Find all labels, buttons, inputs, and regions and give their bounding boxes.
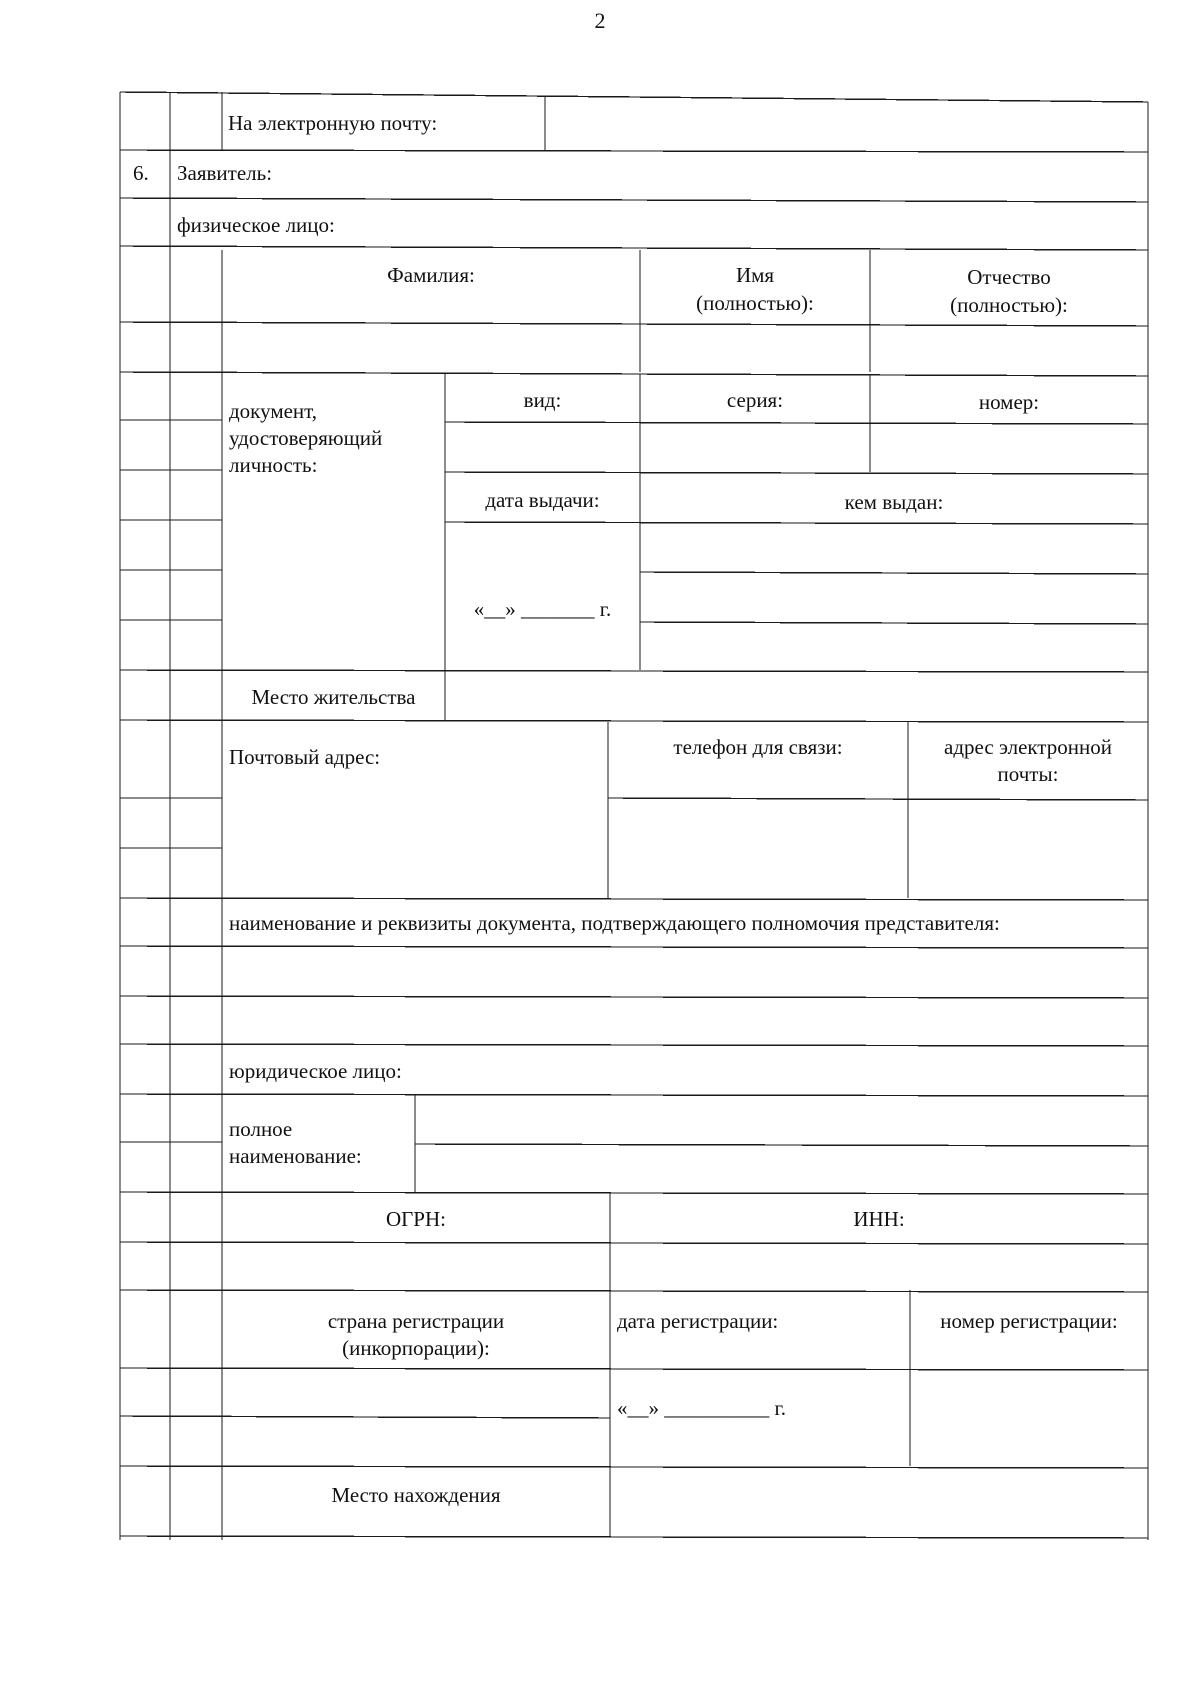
doc-type-field[interactable] <box>449 426 636 468</box>
row-line <box>120 1192 1148 1194</box>
surname-label: Фамилия: <box>387 263 475 287</box>
reg-number-label: номер регистрации: <box>940 1309 1118 1333</box>
row-line <box>120 946 1148 948</box>
full-name-label-2: наименование: <box>229 1144 362 1168</box>
row-line <box>120 1094 1148 1096</box>
phone-field[interactable] <box>612 804 904 894</box>
patronymic-label: Отчество <box>967 265 1051 289</box>
doc-number-label: номер: <box>978 390 1040 414</box>
authority-doc-field-1[interactable] <box>226 952 1144 992</box>
doc-series-label: серия: <box>726 388 784 412</box>
row-line <box>120 898 1148 900</box>
row-line <box>120 996 1148 998</box>
authority-doc-field-2[interactable] <box>226 1002 1144 1042</box>
issued-by-label: кем выдан: <box>844 490 944 514</box>
row-line-sub <box>445 522 1148 524</box>
page-number: 2 <box>594 8 606 33</box>
reg-date-field[interactable]: «__» __________ г. <box>617 1396 786 1420</box>
postal-address-label: Почтовый адрес: <box>229 745 381 769</box>
doc-series-field[interactable] <box>644 426 866 468</box>
patronymic-field[interactable] <box>874 330 1144 368</box>
email-delivery-label: На электронную почту: <box>228 111 438 135</box>
location-field[interactable] <box>614 1472 1144 1532</box>
country-label: страна регистрации <box>327 1309 505 1333</box>
row-line-sub <box>640 622 1148 624</box>
row-line <box>120 1466 1148 1468</box>
row-line-sub <box>445 422 1148 424</box>
row-line <box>120 1290 1148 1292</box>
location-label: Место нахождения <box>331 1483 501 1507</box>
row-line-sub <box>640 572 1148 574</box>
full-name-field-2[interactable] <box>420 1150 1144 1190</box>
row-line <box>120 198 1148 202</box>
ogrn-field[interactable] <box>226 1248 606 1288</box>
row-line <box>120 1368 1148 1370</box>
id-doc-label: документ, <box>229 399 318 423</box>
legal-entity-heading: юридическое лицо: <box>229 1059 402 1083</box>
row-line <box>120 1044 1148 1046</box>
row-line <box>120 670 1148 672</box>
name-label-sub: (полностью): <box>696 291 814 315</box>
name-field[interactable] <box>644 330 866 368</box>
row-line-sub <box>120 1416 610 1418</box>
row-line <box>120 372 1148 376</box>
row-line-sub <box>415 1144 1148 1146</box>
row-line-bottom <box>120 1536 1148 1538</box>
row-line-sub <box>445 472 1148 474</box>
email-label-sub: почты: <box>997 762 1059 786</box>
doc-number-field[interactable] <box>874 428 1144 470</box>
country-label-sub: (инкорпорации): <box>342 1336 490 1360</box>
authority-doc-label: наименование и реквизиты документа, подтверждающего полномочия представителя: <box>229 911 1000 935</box>
row-line <box>120 720 1148 722</box>
email-label: адрес электронной <box>944 735 1112 759</box>
reg-number-field[interactable] <box>914 1374 1144 1462</box>
row-line <box>120 246 1148 250</box>
country-field-1[interactable] <box>226 1374 606 1414</box>
name-label: Имя <box>735 263 775 287</box>
email-field[interactable] <box>912 804 1144 894</box>
residence-label: Место жительства <box>251 685 416 709</box>
issued-by-field-2[interactable] <box>644 578 1144 620</box>
id-doc-label-2: удостоверяющий <box>229 426 383 450</box>
postal-address-field[interactable] <box>226 776 604 894</box>
row-line <box>120 322 1148 326</box>
id-doc-label-3: личность: <box>229 453 318 477</box>
row-line-top <box>120 92 1148 102</box>
full-name-label: полное <box>229 1117 293 1141</box>
issued-by-field-3[interactable] <box>644 628 1144 668</box>
residence-field[interactable] <box>450 676 1144 716</box>
issued-by-field-1[interactable] <box>644 528 1144 570</box>
inn-field[interactable] <box>614 1248 1144 1288</box>
doc-type-label: вид: <box>523 388 562 412</box>
full-name-field-1[interactable] <box>420 1100 1144 1140</box>
patronymic-label-sub: (полностью): <box>950 293 1068 317</box>
inn-label: ИНН: <box>853 1207 905 1231</box>
ogrn-label: ОГРН: <box>386 1207 446 1231</box>
row-line <box>120 1242 1148 1244</box>
reg-date-label: дата регистрации: <box>617 1309 779 1333</box>
phone-label: телефон для связи: <box>673 735 843 759</box>
issue-date-label: дата выдачи: <box>485 488 600 512</box>
section-number: 6. <box>133 161 149 185</box>
individual-heading: физическое лицо: <box>177 213 335 237</box>
email-delivery-field[interactable] <box>550 104 1140 148</box>
section-title: Заявитель: <box>177 161 273 185</box>
row-line-sub <box>608 798 1148 800</box>
issue-date-field[interactable]: «__» _______ г. <box>473 597 612 621</box>
country-field-2[interactable] <box>226 1422 606 1462</box>
surname-field[interactable] <box>226 330 634 368</box>
row-line <box>120 150 1148 152</box>
